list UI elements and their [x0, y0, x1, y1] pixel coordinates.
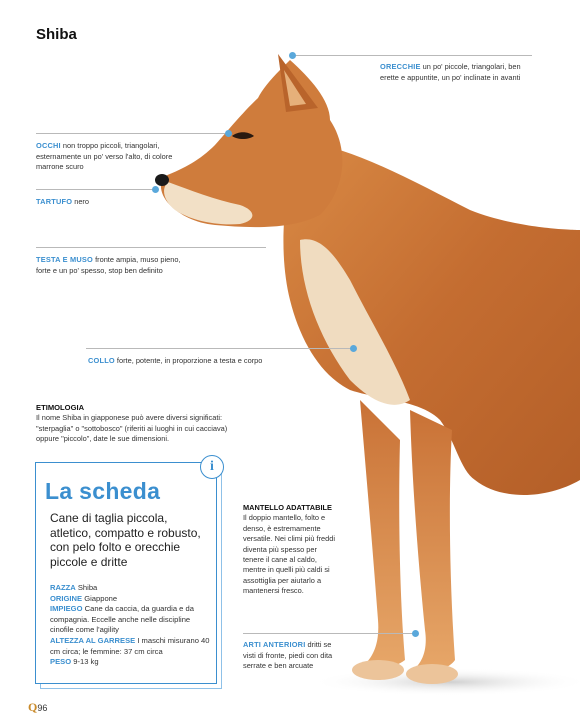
page-footer — [28, 700, 47, 715]
etimologia-heading: ETIMOLOGIA — [36, 403, 85, 412]
page-number: 96 — [37, 703, 48, 713]
mantello-text: Il doppio mantello, folto e denso, è estremamente versatile. Nei climi più freddi diventa più spesso per tenere il cane al caldo, mentre in quelli più caldi si assottiglia per aiutarlo a mantenersi fresco. — [243, 513, 336, 596]
scheda-facts — [50, 583, 212, 668]
fact-peso — [50, 657, 212, 668]
callout-tartufo-text: nero — [72, 197, 90, 206]
fact-origine — [50, 594, 212, 605]
fact-impiego — [50, 604, 212, 636]
arti-leader-line — [243, 633, 415, 634]
orecchie-leader-line — [292, 55, 532, 56]
dog-paw-left — [352, 660, 404, 680]
fact-impiego-key: IMPIEGO — [50, 604, 83, 614]
info-icon: i — [200, 455, 224, 479]
mantello-heading: MANTELLO ADATTABILE — [243, 503, 332, 512]
callout-orecchie-key: ORECCHIE — [380, 62, 421, 71]
scheda-subtitle: Cane di taglia piccola, atletico, compatto e robusto, con pelo folto e orecchie piccole e dritte — [50, 511, 201, 569]
fact-razza-key: RAZZA — [50, 583, 76, 592]
callout-collo-key: COLLO — [88, 356, 115, 365]
etimologia-block — [36, 403, 236, 445]
callout-testa-key: TESTA E MUSO — [36, 255, 94, 264]
fact-peso-key: PESO — [50, 657, 72, 667]
callout-testa-muso — [36, 255, 186, 276]
fact-peso-value: 9-13 kg — [71, 657, 99, 667]
callout-collo — [88, 356, 288, 367]
fact-altezza-value: I maschi misurano 40 cm circa; le femmine: 37 cm circa — [50, 635, 210, 656]
fact-origine-value: Giappone — [82, 593, 118, 603]
dog-paw-right — [406, 664, 458, 684]
callout-arti-anteriori — [243, 640, 333, 672]
occhi-leader-line — [36, 133, 228, 134]
etimologia-text: Il nome Shiba in giapponese può avere diversi significati: "sterpaglia" o "sottobosco" (riferiti ai luoghi in cui cacciava) oppure "piccolo", date le sue dimensioni. — [36, 413, 228, 444]
callout-orecchie-text: un po' piccole, triangolari, ben erette e appuntite, un po' inclinate in avanti — [380, 62, 521, 82]
dog-nose — [155, 174, 169, 186]
arti-marker-dot — [412, 630, 419, 637]
orecchie-marker-dot — [289, 52, 296, 59]
testa-leader-line — [36, 247, 266, 248]
tartufo-leader-line — [36, 189, 156, 190]
mantello-block — [243, 503, 335, 597]
fact-altezza-key: ALTEZZA AL GARRESE — [50, 635, 136, 645]
fact-altezza — [50, 636, 212, 657]
callout-arti-text: dritti se visti di fronte, piedi con dita serrate e ben arcuate — [243, 640, 333, 671]
fact-razza — [50, 583, 212, 594]
fact-impiego-value: Cane da caccia, da guardia e da compagnia. Eccelle anche nelle discipline cinofile come l'agility — [50, 604, 194, 635]
callout-collo-text: forte, potente, in proporzione a testa e corpo — [114, 356, 263, 365]
callout-testa-text: fronte ampia, muso pieno, forte e un po' spesso, stop ben definito — [36, 255, 181, 275]
dog-front-leg-left — [360, 400, 405, 670]
callout-occhi-key: OCCHI — [36, 141, 61, 150]
callout-tartufo-key: TARTUFO — [36, 197, 73, 206]
fact-razza-value: Shiba — [75, 583, 98, 592]
callout-occhi — [36, 141, 176, 173]
callout-orecchie — [380, 62, 540, 83]
callout-tartufo — [36, 197, 156, 208]
tartufo-marker-dot — [152, 186, 159, 193]
collo-marker-dot — [350, 345, 357, 352]
callout-arti-key: ARTI ANTERIORI — [243, 640, 306, 649]
page-title: Shiba — [36, 26, 77, 43]
callout-occhi-text: non troppo piccoli, triangolari, esternamente un po' verso l'alto, di colore marrone scuro — [36, 141, 173, 172]
magazine-logo: Q — [28, 700, 38, 714]
collo-leader-line — [86, 348, 354, 349]
fact-origine-key: ORIGINE — [50, 593, 83, 603]
scheda-title: La scheda — [45, 478, 161, 504]
occhi-marker-dot — [225, 130, 232, 137]
